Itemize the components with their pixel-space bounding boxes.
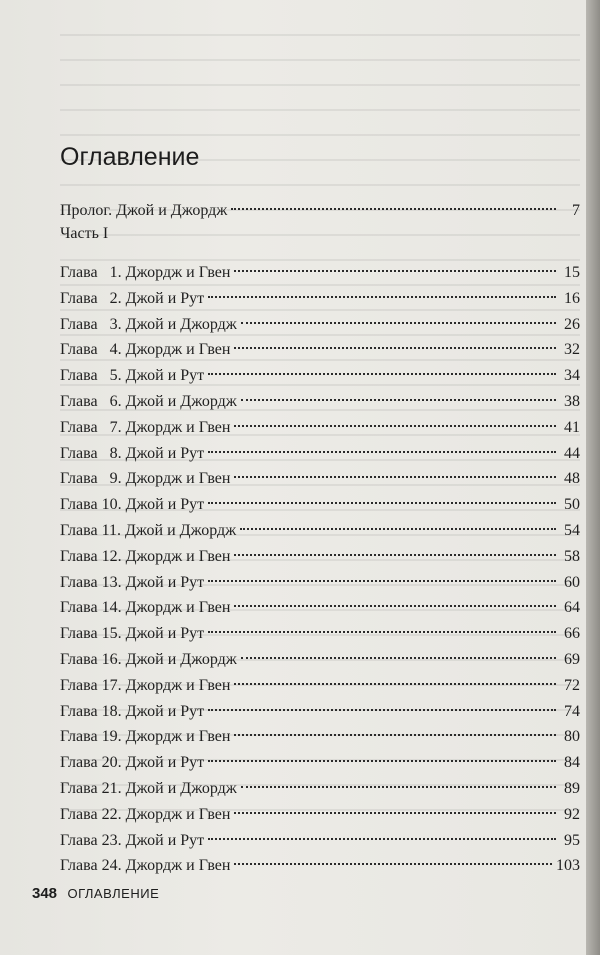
toc-entry-chapter [60,412,580,434]
toc-entry-page: 64 [564,599,580,617]
toc-entry-chapter [60,360,580,385]
toc-entry-prologue [60,195,580,217]
toc-entry-label: Глава 1. Джордж и Гвен [60,264,231,281]
toc-entry-label: Глава 4. Джордж и Гвен [60,341,231,359]
dot-leader [208,278,556,298]
toc-entry-page: 66 [564,625,580,643]
toc-entry-chapter [60,283,580,305]
toc-entry-page: 44 [564,444,580,462]
dot-leader [208,484,556,504]
dot-leader [234,329,556,349]
toc-entry-chapter [60,644,580,666]
toc-entry-label: Глава 18. Джой и Рут [60,702,205,720]
toc-entry-page: 26 [564,315,580,333]
toc-entry-label: Глава 20. Джой и Рут [60,754,205,772]
dot-leader [234,716,556,736]
toc-entry-chapter [60,773,580,795]
toc-entry-label: Глава 11. Джой и Джордж [60,522,237,539]
toc-entry-chapter [60,850,580,875]
toc-entry-label: Глава 7. Джордж и Гвен [60,418,231,436]
dot-leader [241,381,556,401]
toc-entry-page: 95 [564,831,580,849]
page-edge-shadow [586,0,600,955]
toc-entry-label: Глава 15. Джой и Рут [60,625,205,643]
toc-entry-chapter [60,515,580,537]
toc-entry-chapter [60,747,580,772]
toc-entry-page: 34 [564,367,580,385]
toc-entry-page: 41 [564,418,580,436]
toc-entry-label: Глава 3. Джой и Джордж [60,315,237,333]
toc-entry-label: Глава 24. Джордж и Гвен [60,857,231,875]
toc-entry-page: 72 [564,676,580,694]
toc-entry-label: Глава 9. Джордж и Гвен [60,470,231,488]
toc-entry-chapter [60,541,580,563]
dot-leader [234,252,556,272]
toc-entry-page: 50 [564,496,580,514]
dot-leader [234,536,556,556]
dot-leader [208,742,556,762]
toc-entry-label: Глава 19. Джордж и Гвен [60,728,231,746]
toc-entry-label: Глава 22. Джордж и Гвен [60,805,231,823]
dot-leader [208,562,556,582]
toc-entry-page: 80 [564,728,580,746]
toc-entry-chapter [60,257,580,279]
part-heading: Часть I [60,225,109,242]
toc-entry-chapter [60,721,580,746]
dot-leader [241,768,556,788]
toc-entry-page: 16 [564,289,580,307]
toc-entry-chapter [60,618,580,643]
toc-entry-chapter [60,334,580,359]
toc-entry-label: Глава 2. Джой и Рут [60,289,205,307]
toc-entry-page: 92 [564,805,580,823]
toc-entry-page: 38 [564,393,580,410]
dot-leader [234,845,552,865]
toc-entry-label: Глава 21. Джой и Джордж [60,780,237,797]
toc-entry-label: Глава 8. Джой и Рут [60,444,205,462]
dot-leader [208,691,556,711]
toc-entry-label: Глава 10. Джой и Рут [60,496,205,514]
toc-entry-page: 89 [564,780,580,797]
dot-leader [234,407,556,427]
dot-leader [241,304,556,324]
toc-entry-chapter [60,799,580,821]
toc-entry-page: 69 [564,651,580,668]
toc-entry-chapter [60,696,580,718]
toc-entry-label: Глава 6. Джой и Джордж [60,393,237,410]
toc-entry-chapter [60,489,580,514]
toc-entry-page: 7 [572,202,580,219]
toc-entry-chapter [60,386,580,408]
toc-entry-label: Глава 5. Джой и Рут [60,367,205,385]
toc-entry-page: 32 [564,341,580,359]
toc-entry-page: 84 [564,754,580,772]
toc-entry-page: 58 [564,547,580,565]
toc-entry-chapter [60,438,580,460]
dot-leader [208,355,556,375]
toc-entry-label: Глава 12. Джордж и Гвен [60,547,231,565]
dot-leader [231,190,556,210]
dot-leader [208,820,556,840]
dot-leader [208,613,556,633]
dot-leader [241,639,556,659]
toc-entry-page: 54 [564,522,580,539]
page-title: Оглавление [60,143,200,171]
dot-leader [234,458,556,478]
toc-entry-label: Глава 17. Джордж и Гвен [60,676,231,694]
dot-leader [234,665,556,685]
toc-entry-chapter [60,309,580,331]
toc-entry-chapter [60,567,580,589]
toc-entry-label: Глава 23. Джой и Рут [60,831,205,849]
dot-leader [208,433,556,453]
toc-entry-chapter [60,463,580,488]
dot-leader [234,794,556,814]
dot-leader [240,510,556,530]
running-footer-section: ОГЛАВЛЕНИЕ [67,886,160,901]
page-number: 348 [32,885,58,902]
page-footer [32,885,159,903]
toc-entry-label: Глава 13. Джой и Рут [60,573,205,591]
toc-entry-page: 60 [564,573,580,591]
toc-entry-page: 74 [564,702,580,720]
toc-entry-label: Пролог. Джой и Джордж [60,202,228,219]
toc-entry-page: 15 [564,264,580,281]
toc-entry-page: 48 [564,470,580,488]
toc-entry-label: Глава 14. Джордж и Гвен [60,599,231,617]
dot-leader [234,587,556,607]
toc-entry-chapter [60,670,580,692]
toc-entry-chapter [60,825,580,847]
toc-entry-label: Глава 16. Джой и Джордж [60,651,237,668]
toc-entry-chapter [60,592,580,617]
toc-entry-page: 103 [556,857,580,875]
